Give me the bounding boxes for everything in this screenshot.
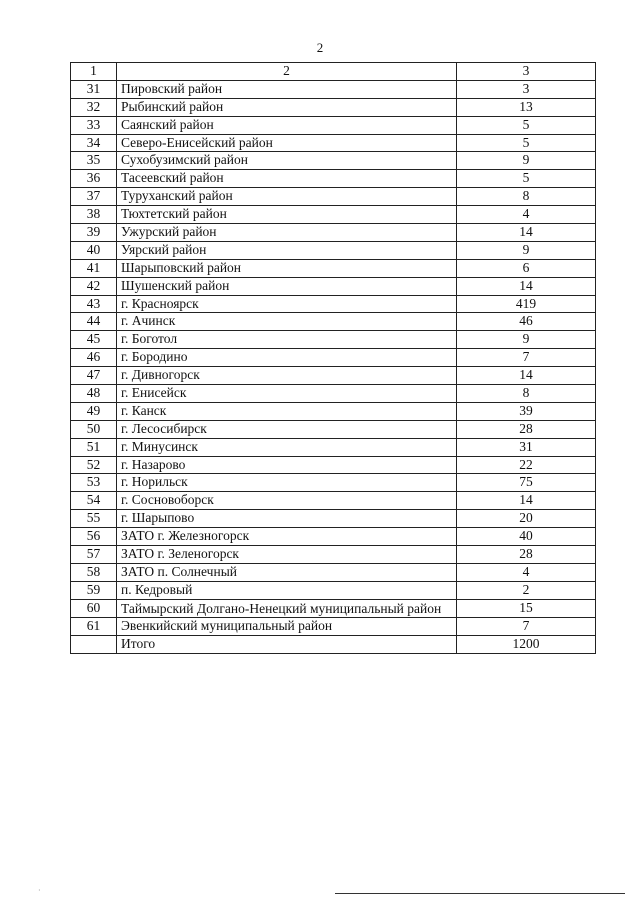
row-number: 41 (71, 259, 117, 277)
table-row (71, 98, 596, 116)
row-value: 15 (457, 599, 596, 617)
row-name: г. Боготол (117, 331, 457, 349)
row-number: 33 (71, 116, 117, 134)
table-row (71, 80, 596, 98)
row-number: 50 (71, 420, 117, 438)
row-name: г. Красноярск (117, 295, 457, 313)
row-name: Туруханский район (117, 188, 457, 206)
row-number: 37 (71, 188, 117, 206)
row-number: 59 (71, 581, 117, 599)
row-number: 46 (71, 349, 117, 367)
table-row (71, 313, 596, 331)
row-name: Шушенский район (117, 277, 457, 295)
row-value: 14 (457, 492, 596, 510)
row-value: 7 (457, 349, 596, 367)
row-number: 38 (71, 206, 117, 224)
row-value: 4 (457, 563, 596, 581)
row-number: 51 (71, 438, 117, 456)
row-value: 31 (457, 438, 596, 456)
row-number: 56 (71, 528, 117, 546)
row-name: г. Минусинск (117, 438, 457, 456)
row-name: Северо-Енисейский район (117, 134, 457, 152)
table-row (71, 277, 596, 295)
row-number: 49 (71, 402, 117, 420)
row-value: 9 (457, 331, 596, 349)
header-col-1: 1 (71, 63, 117, 81)
table-row (71, 599, 596, 617)
table-row (71, 617, 596, 635)
row-number: 47 (71, 367, 117, 385)
row-value: 1200 (457, 635, 596, 653)
row-value: 46 (457, 313, 596, 331)
row-number: 61 (71, 617, 117, 635)
corner-mark: · (38, 886, 41, 895)
table-row (71, 563, 596, 581)
row-number: 42 (71, 277, 117, 295)
table-row (71, 170, 596, 188)
row-name: г. Канск (117, 402, 457, 420)
row-name: ЗАТО г. Железногорск (117, 528, 457, 546)
row-value: 13 (457, 98, 596, 116)
row-name: г. Назарово (117, 456, 457, 474)
table-row (71, 116, 596, 134)
row-value: 9 (457, 241, 596, 259)
row-number: 44 (71, 313, 117, 331)
table-body (71, 63, 596, 654)
table-row (71, 492, 596, 510)
row-name: г. Дивногорск (117, 367, 457, 385)
header-col-3: 3 (457, 63, 596, 81)
row-number: 48 (71, 385, 117, 403)
row-value: 14 (457, 224, 596, 242)
row-name: г. Лесосибирск (117, 420, 457, 438)
row-value: 22 (457, 456, 596, 474)
row-number: 36 (71, 170, 117, 188)
table-row (71, 241, 596, 259)
row-number: 58 (71, 563, 117, 581)
table-row (71, 581, 596, 599)
table-row (71, 546, 596, 564)
row-number: 43 (71, 295, 117, 313)
row-value: 9 (457, 152, 596, 170)
row-number: 60 (71, 599, 117, 617)
row-number: 53 (71, 474, 117, 492)
row-value: 8 (457, 385, 596, 403)
row-name: п. Кедровый (117, 581, 457, 599)
row-value: 5 (457, 134, 596, 152)
header-col-2: 2 (117, 63, 457, 81)
row-value: 20 (457, 510, 596, 528)
row-value: 7 (457, 617, 596, 635)
row-value: 2 (457, 581, 596, 599)
row-name: Саянский район (117, 116, 457, 134)
table-row (71, 224, 596, 242)
row-name: Эвенкийский муниципальный район (117, 617, 457, 635)
row-name: г. Шарыпово (117, 510, 457, 528)
row-number: 45 (71, 331, 117, 349)
row-name: г. Норильск (117, 474, 457, 492)
row-value: 14 (457, 277, 596, 295)
table-row (71, 420, 596, 438)
bottom-rule (335, 893, 625, 894)
table-row (71, 295, 596, 313)
row-value: 6 (457, 259, 596, 277)
table-row (71, 474, 596, 492)
row-name: Ужурский район (117, 224, 457, 242)
row-name: ЗАТО г. Зеленогорск (117, 546, 457, 564)
table-row (71, 206, 596, 224)
row-number: 35 (71, 152, 117, 170)
row-name: Шарыповский район (117, 259, 457, 277)
row-name: Тюхтетский район (117, 206, 457, 224)
row-number: 31 (71, 80, 117, 98)
row-number: 34 (71, 134, 117, 152)
row-number: 39 (71, 224, 117, 242)
row-number: 54 (71, 492, 117, 510)
table-row (71, 349, 596, 367)
row-value: 3 (457, 80, 596, 98)
row-name: г. Бородино (117, 349, 457, 367)
row-value: 14 (457, 367, 596, 385)
row-name: г. Ачинск (117, 313, 457, 331)
table-row (71, 510, 596, 528)
row-value: 5 (457, 116, 596, 134)
table-row (71, 134, 596, 152)
row-value: 28 (457, 546, 596, 564)
table-row (71, 367, 596, 385)
row-name: Таймырский Долгано-Ненецкий муниципальный район (117, 599, 457, 617)
row-value: 28 (457, 420, 596, 438)
row-name: Сухобузимский район (117, 152, 457, 170)
table-row (71, 456, 596, 474)
row-name: Итого (117, 635, 457, 653)
row-value: 75 (457, 474, 596, 492)
table-row (71, 385, 596, 403)
table-row (71, 259, 596, 277)
allocation-table (70, 62, 596, 654)
row-number: 57 (71, 546, 117, 564)
row-name: Тасеевский район (117, 170, 457, 188)
row-value: 39 (457, 402, 596, 420)
row-value: 5 (457, 170, 596, 188)
table-row (71, 438, 596, 456)
table-row (71, 528, 596, 546)
table-header-row (71, 63, 596, 81)
row-name: ЗАТО п. Солнечный (117, 563, 457, 581)
row-value: 419 (457, 295, 596, 313)
row-number: 40 (71, 241, 117, 259)
row-name: г. Сосновоборск (117, 492, 457, 510)
row-value: 8 (457, 188, 596, 206)
table-row (71, 331, 596, 349)
row-number (71, 635, 117, 653)
row-name: Пировский район (117, 80, 457, 98)
row-value: 40 (457, 528, 596, 546)
row-name: Рыбинский район (117, 98, 457, 116)
row-name: г. Енисейск (117, 385, 457, 403)
row-number: 55 (71, 510, 117, 528)
table-row (71, 152, 596, 170)
table-row (71, 188, 596, 206)
page-number: 2 (316, 40, 324, 55)
table-row (71, 635, 596, 653)
row-value: 4 (457, 206, 596, 224)
row-name: Уярский район (117, 241, 457, 259)
table-row (71, 402, 596, 420)
row-number: 52 (71, 456, 117, 474)
row-number: 32 (71, 98, 117, 116)
